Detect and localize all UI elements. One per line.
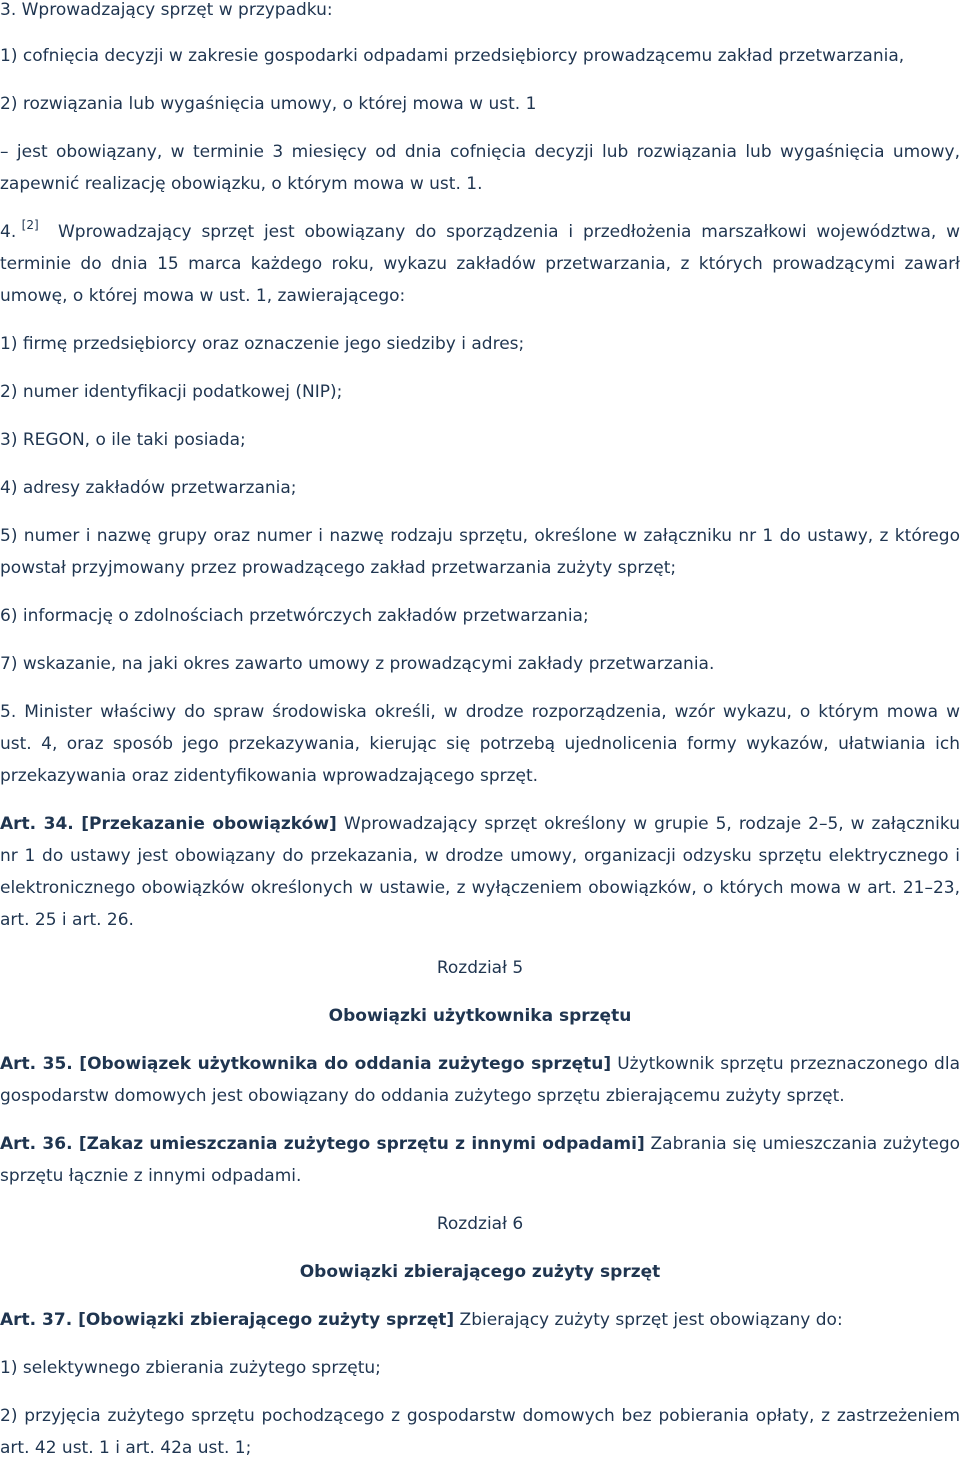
paragraph-number: 4.: [0, 222, 17, 242]
item-4: [0, 480, 297, 497]
text: Obowiązki zbierającego zużyty sprzęt: [299, 1262, 661, 1282]
paragraph-4-line-1: [58, 224, 960, 241]
text: 2) numer identyfikacji podatkowej (NIP);: [0, 382, 343, 402]
text: Rozdział 6: [436, 1214, 524, 1234]
paragraph-3-tail: [0, 144, 960, 161]
art-34-line-3: [0, 880, 960, 897]
text: 4) adresy zakładów przetwarzania;: [0, 478, 297, 498]
text: zapewnić realizację obowiązku, o którym mowa w ust. 1.: [0, 174, 483, 194]
text: Użytkownik sprzętu przeznaczonego dla: [617, 1054, 960, 1074]
text: Rozdział 5: [436, 958, 524, 978]
art-37-item-2-line-2: [0, 1440, 251, 1457]
chapter-6-title: [0, 1264, 960, 1281]
item-7: [0, 656, 714, 673]
art-34-line-2: [0, 848, 960, 865]
art-34-line-1: [0, 816, 960, 833]
text: Zabrania się umieszczania zużytego: [650, 1134, 960, 1154]
paragraph-3-tail-2: [0, 176, 482, 193]
text: elektronicznego obowiązków określonych w ustawie, z wyłączeniem obowiązków, o których mowa w art. 21–23,: [0, 878, 960, 898]
item-6: [0, 608, 589, 625]
paragraph-4-line-2: [0, 256, 960, 273]
text: ust. 4, oraz sposób jego przekazywania, kierując się potrzebą ujednolicenia formy wykazów, ułatwiania ich: [0, 734, 960, 754]
chapter-6-label: [0, 1216, 960, 1233]
art-37-line-1: [0, 1312, 843, 1329]
item-1: [0, 336, 524, 353]
text: przekazywania oraz zidentyfikowania wprowadzającego sprzęt.: [0, 766, 539, 786]
chapter-5-label: [0, 960, 960, 977]
list-item-2: [0, 96, 536, 113]
item-5-line-1: [0, 528, 960, 545]
text: 2) rozwiązania lub wygaśnięcia umowy, o której mowa w ust. 1: [0, 94, 537, 114]
text: Wprowadzający sprzęt określony w grupie 5, rodzaje 2–5, w załączniku: [343, 814, 960, 834]
text: 5. Minister właściwy do spraw środowiska określi, w drodze rozporządzenia, wzór wykazu, o którym mowa w: [0, 702, 960, 722]
text: terminie do dnia 15 marca każdego roku, wykazu zakładów przetwarzania, z których prowadzącymi zawarł: [0, 254, 960, 274]
text: gospodarstw domowych jest obowiązany do oddania zużytego sprzętu zbierającemu zużyty sprzęt.: [0, 1086, 845, 1106]
chapter-5-title: [0, 1008, 960, 1025]
article-heading: Art. 36. [Zakaz umieszczania zużytego sprzętu z innymi odpadami]: [0, 1134, 645, 1154]
text: Obowiązki użytkownika sprzętu: [328, 1006, 632, 1026]
art-36-line-1: [0, 1136, 960, 1153]
text: 1) firmę przedsiębiorcy oraz oznaczenie jego siedziby i adres;: [0, 334, 525, 354]
paragraph-5-line-1: [0, 704, 960, 721]
list-item-1: [0, 48, 904, 65]
art-37-item-1: [0, 1360, 381, 1377]
item-2: [0, 384, 342, 401]
text: art. 42 ust. 1 i art. 42a ust. 1;: [0, 1438, 252, 1458]
paragraph-3-intro: [0, 2, 333, 19]
paragraph-5-line-2: [0, 736, 960, 753]
text: 6) informację o zdolnościach przetwórczych zakładów przetwarzania;: [0, 606, 589, 626]
text: Zbierający zużyty sprzęt jest obowiązany do:: [459, 1310, 843, 1330]
text: Wprowadzający sprzęt jest obowiązany do sporządzenia i przedłożenia marszałkowi województwa, w: [58, 222, 960, 242]
text: powstał przyjmowany przez prowadzącego zakład przetwarzania zużyty sprzęt;: [0, 558, 677, 578]
text: nr 1 do ustawy jest obowiązany do przekazania, w drodze umowy, organizacji odzysku sprzętu elektrycznego i: [0, 846, 960, 866]
art-34-line-4: [0, 912, 134, 929]
article-heading: Art. 34. [Przekazanie obowiązków]: [0, 814, 337, 834]
article-heading: Art. 37. [Obowiązki zbierającego zużyty sprzęt]: [0, 1310, 455, 1330]
text: sprzętu łącznie z innymi odpadami.: [0, 1166, 302, 1186]
text: 3) REGON, o ile taki posiada;: [0, 430, 246, 450]
text: 1) cofnięcia decyzji w zakresie gospodarki odpadami przedsiębiorcy prowadzącemu zakład przetwarzania,: [0, 46, 905, 66]
text: – jest obowiązany, w terminie 3 miesięcy od dnia cofnięcia decyzji lub rozwiązania lub wygaśnięcia umowy,: [0, 142, 960, 162]
paragraph-4-number: [0, 218, 39, 242]
text: art. 25 i art. 26.: [0, 910, 134, 930]
art-35-line-2: [0, 1088, 845, 1105]
item-5-line-2: [0, 560, 676, 577]
text: 1) selektywnego zbierania zużytego sprzętu;: [0, 1358, 381, 1378]
text: 7) wskazanie, na jaki okres zawarto umowy z prowadzącymi zakłady przetwarzania.: [0, 654, 715, 674]
item-3: [0, 432, 246, 449]
text: 5) numer i nazwę grupy oraz numer i nazwę rodzaju sprzętu, określone w załączniku nr 1 do ustawy, z którego: [0, 526, 960, 546]
paragraph-5-line-3: [0, 768, 538, 785]
text: 2) przyjęcia zużytego sprzętu pochodzącego z gospodarstw domowych bez pobierania opłaty, z zastrzeżeniem: [0, 1406, 960, 1426]
art-37-item-2-line-1: [0, 1408, 960, 1425]
art-35-line-1: [0, 1056, 960, 1073]
footnote-ref[interactable]: [2]: [21, 218, 39, 232]
article-heading: Art. 35. [Obowiązek użytkownika do oddania zużytego sprzętu]: [0, 1054, 612, 1074]
art-36-line-2: [0, 1168, 301, 1185]
text: 3. Wprowadzający sprzęt w przypadku:: [0, 0, 333, 20]
text: umowę, o której mowa w ust. 1, zawierającego:: [0, 286, 406, 306]
paragraph-4-line-3: [0, 288, 405, 305]
